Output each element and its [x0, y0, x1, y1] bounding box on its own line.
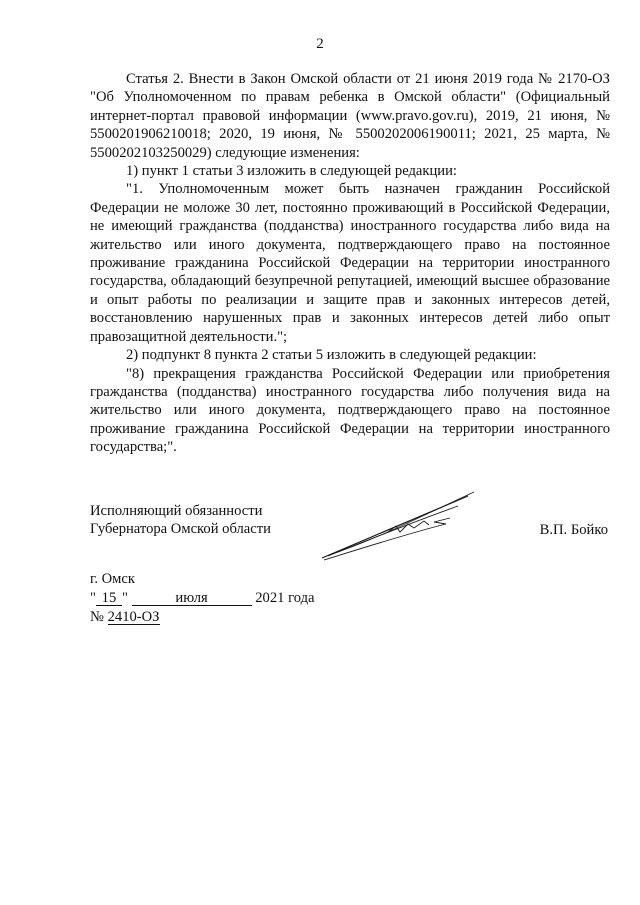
handwritten-signature [318, 488, 478, 568]
law-number-value: 2410-ОЗ [107, 609, 160, 625]
date-day: 15 [96, 591, 122, 606]
law-number [90, 608, 160, 626]
document-body [90, 70, 610, 457]
signing-date [90, 589, 315, 607]
date-year: 2021 года [255, 590, 315, 606]
place: г. Омск [90, 571, 135, 587]
date-close-quote: " [121, 590, 128, 606]
page-number: 2 [316, 36, 324, 52]
signatory-name: В.П. Бойко [539, 522, 608, 538]
article-paragraph: Статья 2. Внести в Закон Омской области от 21 июня 2019 года № 2170-ОЗ "Об Уполномоченном по правам ребенка в Омской области" (Официальный интернет-портал правовой информации (www.pravo.gov.ru), 2019, 21 июня, № 5500201906210018; 2020, 19 июня, № 5500202006190011; 2021, 25 марта, № 5500202103250029) следующие изменения: [90, 71, 610, 161]
item-2-text: "8) прекращения гражданства Российской Федерации или приобретения гражданства (подданства) иностранного государства либо получения вида на жительство или иного документа, подтверждающего право на постоянное проживание гражданина Российской Федерации на территории иностранного государства;". [90, 365, 610, 456]
item-1-text: "1. Уполномоченным может быть назначен гражданин Российской Федерации не моложе 30 лет, постоянно проживающий в Российской Федерации, не имеющий гражданства (подданства) иностранного государства либо вида на жительство или иного документа, подтверждающего право на постоянное проживание гражданина Российской Федерации на территории иностранного государства, обладающий безупречной репутацией, имеющий высшее образование и опыт работы по реализации и защите прав и законных интересов детей, восстановлению нарушенных прав и законных интересов детей либо опыт правозащитной деятельности."; [90, 181, 610, 345]
signatory-title-line1: Исполняющий обязанности [90, 503, 263, 519]
law-number-prefix: № [90, 609, 104, 625]
signatory-title [90, 502, 271, 539]
date-month: июля [132, 591, 252, 606]
item-2-intro: 2) подпункт 8 пункта 2 статьи 5 изложить в следующей редакции: [126, 347, 537, 364]
signatory-title-line2: Губернатора Омской области [90, 521, 271, 538]
item-1-intro: 1) пункт 1 статьи 3 изложить в следующей редакции: [126, 163, 457, 180]
date-open-quote: " [90, 590, 96, 606]
